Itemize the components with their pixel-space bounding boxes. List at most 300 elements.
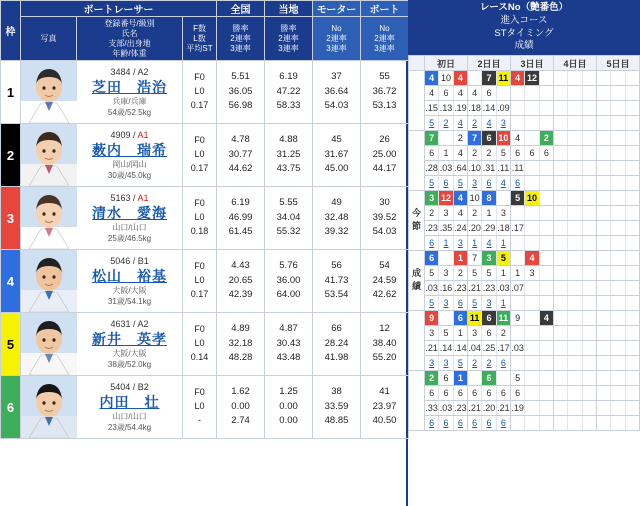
bot-2: 2連率 bbox=[374, 33, 395, 43]
st-timing-row-cell bbox=[597, 281, 640, 296]
race-no-chip[interactable]: 7 bbox=[482, 71, 496, 85]
racer-fl bbox=[183, 187, 217, 250]
race-no-chip bbox=[554, 311, 568, 325]
col-zenkoku: 全国 bbox=[217, 1, 265, 17]
racer-boat: 26 25.00 44.17 bbox=[361, 124, 409, 187]
col-racer-title: ボートレーサー bbox=[21, 1, 217, 17]
col-name-l3: 支部/出身地 bbox=[108, 38, 151, 48]
race-no-chip bbox=[597, 311, 611, 325]
st-course-row bbox=[409, 206, 640, 221]
racer-fl bbox=[183, 250, 217, 313]
racer-regno: 3484 / A2 bbox=[110, 66, 149, 77]
st-timing-row-cell: .03 .16 .23 bbox=[425, 281, 468, 296]
race-no-chip[interactable]: 4 bbox=[454, 71, 467, 85]
racer-info bbox=[77, 250, 183, 313]
st-raceno-cell bbox=[597, 251, 640, 266]
mot-no: No bbox=[331, 23, 342, 33]
st-rank-row-cell bbox=[554, 296, 597, 311]
race-no-chip bbox=[554, 251, 568, 265]
race-no-chip bbox=[525, 131, 539, 145]
st-timing-row-cell: .04 .25 .17 bbox=[468, 341, 511, 356]
st-rank-row-cell: 5 6 5 bbox=[425, 176, 468, 191]
racer-grade: A1 bbox=[137, 192, 149, 203]
st-timing-row-cell: .21 .14 .14 bbox=[425, 341, 468, 356]
st-timing-row-cell bbox=[554, 161, 597, 176]
racer-motor: 45 31.67 45.00 bbox=[313, 124, 361, 187]
racer-info bbox=[77, 313, 183, 376]
racer-regno: 5404 / B2 bbox=[110, 381, 149, 392]
st-course-row-cell bbox=[554, 386, 597, 401]
st-rank-row-cell bbox=[597, 416, 640, 431]
race-no-chip bbox=[439, 251, 453, 265]
st-timing-row-cell bbox=[597, 341, 640, 356]
st-course-row-cell bbox=[597, 86, 640, 101]
racer-fl bbox=[183, 124, 217, 187]
st-timing-row-cell: .28 .03 .64 bbox=[425, 161, 468, 176]
st-course-row bbox=[409, 326, 640, 341]
st-raceno-cell bbox=[468, 251, 511, 266]
race-no-chip bbox=[554, 371, 568, 385]
st-timing-row-cell bbox=[554, 401, 597, 416]
col-photo: 写真 bbox=[21, 17, 77, 61]
racer-branch: 山口/山口 bbox=[112, 411, 147, 421]
st-raceno-cell bbox=[468, 371, 511, 386]
st-course-row bbox=[409, 86, 640, 101]
race-no-chip bbox=[525, 311, 539, 325]
race-no-chip[interactable]: 4 bbox=[511, 131, 525, 145]
race-no-chip[interactable]: 11 bbox=[468, 311, 482, 325]
race-no-chip bbox=[626, 251, 639, 265]
racer-avg-st: 0.17 bbox=[190, 288, 209, 299]
racer-branch: 山口/山口 bbox=[112, 222, 147, 232]
st-course-row-cell bbox=[554, 326, 597, 341]
racer-avg-st: 0.18 bbox=[190, 225, 209, 236]
race-no-chip bbox=[583, 371, 596, 385]
racer-photo-image bbox=[21, 250, 77, 312]
race-no-chip[interactable]: 4 bbox=[525, 251, 539, 265]
race-no-chip[interactable]: 7 bbox=[468, 251, 482, 265]
col-name-l2: 氏名 bbox=[121, 28, 138, 38]
racer-avg-st: 0.14 bbox=[190, 351, 209, 362]
waku-number: 2 bbox=[1, 124, 21, 187]
st-rank-row-cell bbox=[511, 296, 554, 311]
racer-row bbox=[1, 376, 409, 439]
st-rank-row bbox=[409, 356, 640, 371]
tou-3: 3連率 bbox=[278, 43, 299, 53]
st-course-row-cell bbox=[554, 206, 597, 221]
race-no-chip bbox=[568, 191, 582, 205]
st-raceno-row bbox=[409, 311, 640, 326]
st-raceno-row bbox=[409, 71, 640, 86]
race-no-chip bbox=[540, 191, 553, 205]
st-course-row-cell: 6 bbox=[511, 386, 554, 401]
racer-zenkoku: 4.43 20.65 42.39 bbox=[217, 250, 265, 313]
racer-name[interactable]: 芝田 浩治 bbox=[92, 78, 167, 95]
racer-name[interactable]: 内田 壮 bbox=[99, 393, 160, 410]
col-waku: 枠 bbox=[1, 1, 21, 61]
race-no-chip bbox=[583, 251, 596, 265]
race-no-chip bbox=[611, 251, 625, 265]
race-no-chip[interactable]: 4 bbox=[454, 191, 467, 205]
col-name-l4: 年齢/体重 bbox=[112, 48, 147, 58]
racer-name[interactable]: 松山 裕基 bbox=[92, 267, 167, 284]
st-course-row-cell: 2 2 5 bbox=[468, 146, 511, 161]
racer-name[interactable]: 新井 英孝 bbox=[92, 330, 167, 347]
racer-row bbox=[1, 250, 409, 313]
st-rank-row-cell: 3 3 5 bbox=[425, 356, 468, 371]
st-timing-row-cell: .17 bbox=[511, 221, 554, 236]
st-rank-row-cell: 6 bbox=[511, 176, 554, 191]
st-corner bbox=[409, 56, 425, 71]
st-raceno-cell bbox=[511, 371, 554, 386]
st-rank-row-cell: 3 6 4 bbox=[468, 176, 511, 191]
st-raceno-cell bbox=[597, 71, 640, 86]
race-no-chip[interactable]: 3 bbox=[425, 191, 439, 205]
st-raceno-cell bbox=[597, 311, 640, 326]
race-no-chip[interactable]: 6 bbox=[425, 251, 439, 265]
st-timing-row-cell bbox=[597, 161, 640, 176]
racer-boat: 30 39.52 54.03 bbox=[361, 187, 409, 250]
col-fl bbox=[183, 17, 217, 61]
race-no-chip bbox=[583, 71, 596, 85]
st-raceno-cell bbox=[468, 191, 511, 206]
racer-photo-image bbox=[21, 376, 77, 438]
racer-photo bbox=[21, 313, 77, 376]
racer-f: F0 bbox=[194, 324, 205, 335]
st-timing-row bbox=[409, 101, 640, 116]
racer-grade: A1 bbox=[137, 129, 149, 140]
st-rank-row-cell bbox=[511, 236, 554, 251]
race-no-chip bbox=[525, 371, 539, 385]
race-no-chip[interactable]: 6 bbox=[482, 311, 496, 325]
racer-age-weight: 54歳/52.5kg bbox=[107, 107, 152, 117]
st-header-l2: 進入コース bbox=[500, 14, 548, 26]
racer-grade: B2 bbox=[137, 381, 149, 392]
racer-name[interactable]: 清水 愛海 bbox=[92, 204, 167, 221]
race-no-chip bbox=[597, 71, 611, 85]
st-rank-row-cell bbox=[554, 356, 597, 371]
st-timing-row-cell: .21 .23 .03 bbox=[468, 281, 511, 296]
race-no-chip bbox=[597, 371, 611, 385]
race-no-chip[interactable]: 2 bbox=[540, 131, 553, 145]
st-course-row-cell bbox=[597, 206, 640, 221]
racer-name[interactable]: 薮内 瑞希 bbox=[92, 141, 167, 158]
racer-boat: 12 38.40 55.20 bbox=[361, 313, 409, 376]
st-timing-row bbox=[409, 221, 640, 236]
race-no-chip bbox=[611, 371, 625, 385]
racer-row bbox=[1, 124, 409, 187]
race-no-chip[interactable]: 10 bbox=[439, 71, 453, 85]
racer-boat: 41 23.97 40.50 bbox=[361, 376, 409, 439]
konsetsu-label: 今節 bbox=[409, 191, 425, 251]
race-no-chip bbox=[597, 251, 611, 265]
racer-zenkoku: 4.78 30.77 44.62 bbox=[217, 124, 265, 187]
st-panel-header bbox=[408, 0, 640, 55]
st-raceno-cell bbox=[597, 371, 640, 386]
racer-info bbox=[77, 61, 183, 124]
st-header-l4: 成績 bbox=[514, 40, 534, 52]
race-no-chip bbox=[597, 131, 611, 145]
racer-zenkoku: 6.19 46.99 61.45 bbox=[217, 187, 265, 250]
st-raceno-cell bbox=[425, 371, 468, 386]
race-no-chip bbox=[626, 131, 639, 145]
race-no-chip[interactable]: 1 bbox=[454, 371, 467, 385]
race-no-chip bbox=[626, 191, 639, 205]
st-timing-row-cell bbox=[597, 101, 640, 116]
waku-number: 3 bbox=[1, 187, 21, 250]
race-no-chip[interactable]: 8 bbox=[482, 191, 496, 205]
st-raceno-cell bbox=[554, 191, 597, 206]
race-no-chip[interactable]: 5 bbox=[511, 191, 525, 205]
st-rank-row-cell: 6 6 6 bbox=[468, 416, 511, 431]
race-no-chip[interactable]: 4 bbox=[540, 311, 553, 325]
konsetsu-label bbox=[409, 131, 425, 191]
st-raceno-cell bbox=[511, 191, 554, 206]
st-day-header: 3日目 bbox=[511, 56, 554, 71]
st-day-header: 2日目 bbox=[468, 56, 511, 71]
st-raceno-cell bbox=[425, 71, 468, 86]
race-no-chip bbox=[511, 251, 525, 265]
racer-regno: 5046 / B1 bbox=[110, 255, 149, 266]
st-course-row-cell bbox=[597, 326, 640, 341]
st-timing-row bbox=[409, 401, 640, 416]
bot-no: No bbox=[379, 23, 390, 33]
konsetsu-label bbox=[409, 71, 425, 131]
col-boat: ボート bbox=[361, 1, 409, 17]
st-raceno-row bbox=[409, 371, 640, 386]
racer-avg-st: 0.17 bbox=[190, 162, 209, 173]
racer-touchi: 4.88 31.25 43.75 bbox=[265, 124, 313, 187]
race-no-chip bbox=[611, 311, 625, 325]
st-raceno-cell bbox=[511, 131, 554, 146]
racer-touchi: 5.55 34.04 55.32 bbox=[265, 187, 313, 250]
st-timing-row-cell: .03 bbox=[511, 341, 554, 356]
racer-avg-st: 0.17 bbox=[190, 99, 209, 110]
racer-zenkoku: 4.89 32.18 48.28 bbox=[217, 313, 265, 376]
st-timing-row-cell bbox=[597, 221, 640, 236]
st-course-row-cell: 5 5 1 bbox=[468, 266, 511, 281]
race-no-chip bbox=[554, 191, 568, 205]
racer-touchi: 5.76 36.00 64.00 bbox=[265, 250, 313, 313]
racer-branch: 兵庫/兵庫 bbox=[112, 96, 147, 106]
st-course-row-cell bbox=[554, 266, 597, 281]
st-course-row-cell: 6 6 6 bbox=[425, 386, 468, 401]
race-no-chip bbox=[439, 311, 453, 325]
st-course-row-cell: 2 1 3 bbox=[468, 206, 511, 221]
col-l: L数 bbox=[193, 33, 206, 43]
racer-info bbox=[77, 376, 183, 439]
st-timing-row-cell bbox=[597, 401, 640, 416]
race-no-chip bbox=[611, 131, 625, 145]
race-no-chip[interactable]: 12 bbox=[525, 71, 539, 85]
col-name-l1: 登録番号/級別 bbox=[104, 18, 155, 28]
st-rank-row bbox=[409, 236, 640, 251]
racer-grade: A2 bbox=[137, 318, 149, 329]
st-course-row-cell: 4 6 bbox=[468, 86, 511, 101]
race-no-chip[interactable]: 4 bbox=[425, 71, 439, 85]
st-course-row bbox=[409, 146, 640, 161]
race-no-chip[interactable]: 10 bbox=[468, 191, 482, 205]
st-raceno-cell bbox=[468, 71, 511, 86]
racer-touchi: 1.25 0.00 0.00 bbox=[265, 376, 313, 439]
st-rank-row-cell bbox=[597, 176, 640, 191]
racer-f: F0 bbox=[194, 387, 205, 398]
racer-zenkoku: 5.51 36.05 56.98 bbox=[217, 61, 265, 124]
race-no-chip[interactable]: 7 bbox=[468, 131, 482, 145]
zen-3: 3連率 bbox=[230, 43, 251, 53]
st-raceno-cell bbox=[554, 131, 597, 146]
race-no-chip[interactable]: 9 bbox=[511, 311, 525, 325]
racer-photo bbox=[21, 250, 77, 313]
st-table bbox=[408, 55, 640, 431]
st-timing-row-cell: .18 .14 .09 bbox=[468, 101, 511, 116]
st-timing-row-cell bbox=[554, 281, 597, 296]
st-rank-row-cell: 6 1 3 bbox=[425, 236, 468, 251]
racer-info bbox=[77, 124, 183, 187]
racer-photo-image bbox=[21, 124, 77, 186]
st-timing-row bbox=[409, 281, 640, 296]
race-no-chip bbox=[611, 71, 625, 85]
st-raceno-cell bbox=[554, 371, 597, 386]
st-raceno-cell bbox=[425, 131, 468, 146]
racer-regno: 4909 / A1 bbox=[110, 129, 149, 140]
racer-fl bbox=[183, 313, 217, 376]
racer-f: F0 bbox=[194, 261, 205, 272]
race-no-chip[interactable]: 6 bbox=[454, 311, 467, 325]
st-timing-row-cell: .15 .13 .19 bbox=[425, 101, 468, 116]
st-raceno-cell bbox=[554, 311, 597, 326]
racer-zenkoku: 1.62 0.00 2.74 bbox=[217, 376, 265, 439]
st-rank-row-cell: 2 2 6 bbox=[468, 356, 511, 371]
st-rank-row-cell bbox=[511, 356, 554, 371]
racer-f: F0 bbox=[194, 198, 205, 209]
racer-boat: 54 24.59 42.62 bbox=[361, 250, 409, 313]
st-timing-row-cell: .21 .20 .21 bbox=[468, 401, 511, 416]
racer-l: L0 bbox=[194, 86, 205, 97]
st-day-header: 初日 bbox=[425, 56, 468, 71]
race-no-chip[interactable]: 6 bbox=[439, 371, 453, 385]
race-no-chip[interactable]: 9 bbox=[425, 311, 439, 325]
tou-win: 勝率 bbox=[280, 23, 297, 33]
st-rank-row-cell: 5 3 6 bbox=[425, 296, 468, 311]
st-course-row-cell bbox=[554, 86, 597, 101]
racer-info bbox=[77, 187, 183, 250]
st-timing-row-cell bbox=[511, 101, 554, 116]
mot-3: 3連率 bbox=[326, 43, 347, 53]
racer-age-weight: 31歳/54.1kg bbox=[107, 296, 152, 306]
race-no-chip bbox=[468, 71, 482, 85]
st-timing-row-cell: .23 .35 .24 bbox=[425, 221, 468, 236]
st-rank-row-cell bbox=[597, 356, 640, 371]
col-f: F数 bbox=[193, 23, 206, 33]
racer-age-weight: 23歳/54.4kg bbox=[107, 422, 152, 432]
racer-regno: 5163 / A1 bbox=[110, 192, 149, 203]
st-course-row-cell: 6 6 6 bbox=[468, 386, 511, 401]
st-rank-row-cell bbox=[597, 236, 640, 251]
st-raceno-cell bbox=[554, 251, 597, 266]
col-name bbox=[77, 17, 183, 61]
st-rank-row-cell bbox=[511, 116, 554, 131]
racer-age-weight: 30歳/45.0kg bbox=[107, 170, 152, 180]
race-no-chip[interactable]: 6 bbox=[482, 131, 496, 145]
racer-l: L0 bbox=[194, 275, 205, 286]
race-no-chip bbox=[583, 131, 596, 145]
race-no-chip bbox=[568, 71, 582, 85]
race-no-chip[interactable]: 4 bbox=[511, 71, 525, 85]
st-rank-row bbox=[409, 176, 640, 191]
race-no-chip[interactable]: 2 bbox=[454, 131, 467, 145]
race-no-chip[interactable]: 7 bbox=[425, 131, 439, 145]
st-course-row bbox=[409, 386, 640, 401]
st-course-row-cell bbox=[597, 146, 640, 161]
st-course-row-cell bbox=[554, 146, 597, 161]
race-no-chip[interactable]: 3 bbox=[482, 251, 496, 265]
st-rank-row-cell: 6 6 6 bbox=[425, 416, 468, 431]
st-raceno-cell bbox=[425, 251, 468, 266]
race-no-chip[interactable]: 11 bbox=[498, 73, 509, 84]
race-no-chip[interactable]: 1 bbox=[454, 251, 467, 265]
race-no-chip bbox=[583, 311, 596, 325]
racer-f: F0 bbox=[194, 72, 205, 83]
race-no-chip bbox=[626, 311, 639, 325]
racer-photo-image bbox=[21, 313, 77, 375]
race-no-chip[interactable]: 2 bbox=[425, 371, 439, 385]
racer-photo bbox=[21, 187, 77, 250]
racer-photo-image bbox=[21, 61, 77, 123]
race-no-chip[interactable]: 11 bbox=[498, 313, 509, 324]
st-rank-row-cell: 5 3 1 bbox=[468, 296, 511, 311]
racer-branch: 大阪/大阪 bbox=[112, 285, 147, 295]
st-rank-row-cell bbox=[554, 116, 597, 131]
race-no-chip bbox=[540, 71, 553, 85]
st-raceno-cell bbox=[425, 191, 468, 206]
st-raceno-cell bbox=[468, 311, 511, 326]
st-timing-row-cell: .07 bbox=[511, 281, 554, 296]
waku-number: 1 bbox=[1, 61, 21, 124]
race-no-chip[interactable]: 10 bbox=[498, 133, 509, 144]
st-header-l1: レースNo（艶番色） bbox=[479, 2, 569, 13]
racer-grade: B1 bbox=[137, 255, 149, 266]
st-course-row-cell: 4 6 4 bbox=[425, 86, 468, 101]
st-raceno-cell bbox=[511, 251, 554, 266]
race-no-chip[interactable]: 5 bbox=[497, 251, 510, 265]
race-no-chip bbox=[611, 191, 625, 205]
st-timing-row-cell: .19 bbox=[511, 401, 554, 416]
race-no-chip bbox=[540, 371, 553, 385]
st-rank-row-cell bbox=[511, 416, 554, 431]
st-course-row-cell: 6 6 6 bbox=[511, 146, 554, 161]
col-motor: モーター bbox=[313, 1, 361, 17]
st-timing-row-cell: .10 .31 .11 bbox=[468, 161, 511, 176]
st-rank-row bbox=[409, 116, 640, 131]
race-no-chip[interactable]: 12 bbox=[439, 191, 453, 205]
st-timing-row-cell: .11 bbox=[511, 161, 554, 176]
racer-row bbox=[1, 313, 409, 376]
st-raceno-cell bbox=[597, 191, 640, 206]
st-rank-row-cell bbox=[554, 176, 597, 191]
st-header-l3: STタイミング bbox=[494, 27, 554, 39]
st-panel bbox=[408, 0, 640, 506]
race-no-chip[interactable]: 5 bbox=[511, 371, 525, 385]
st-timing-row-cell bbox=[554, 341, 597, 356]
racer-motor: 66 28.24 41.98 bbox=[313, 313, 361, 376]
racer-motor: 38 33.59 48.85 bbox=[313, 376, 361, 439]
race-no-chip[interactable]: 6 bbox=[482, 371, 496, 385]
racer-branch: 大阪/大阪 bbox=[112, 348, 147, 358]
racer-motor: 37 36.64 54.03 bbox=[313, 61, 361, 124]
race-no-chip[interactable]: 10 bbox=[525, 191, 539, 205]
race-no-chip bbox=[583, 191, 596, 205]
